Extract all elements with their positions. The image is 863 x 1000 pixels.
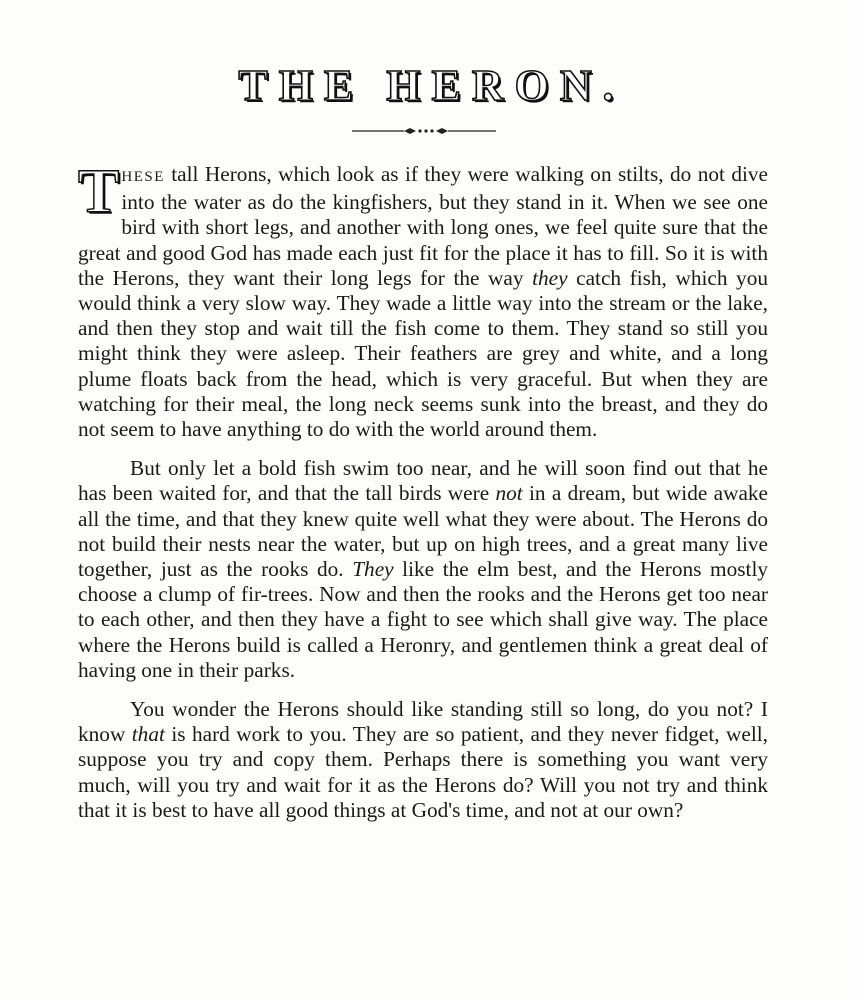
title-ornament-divider [352, 124, 496, 138]
paragraph-2-text-a: But only let a bold fish swim too near, and he will soon find out that he has been waited for, and that the tall birds were [78, 456, 768, 506]
paragraph-2-emphasis-1: not [495, 481, 523, 506]
paragraph-1-emphasis: they [532, 265, 568, 290]
paragraph-2-text-b: in a dream, but wide awake all the time, and that they knew quite well what they were about. The Herons do not build their nests near the water, but up on high trees, and a great many live together, just as the rooks do. [78, 481, 768, 582]
drop-cap: T [78, 158, 120, 226]
body-text [78, 158, 769, 823]
paragraph-3-emphasis: that [131, 722, 165, 747]
paragraph-2 [78, 456, 768, 683]
page-title: THE HERON. [238, 61, 625, 110]
paragraph-3-text-b: is hard work to you. They are so patient, and they never fidget, well, suppose you try and copy them. Perhaps there is something you want very much, will you try and wait for it as the Herons do? Will you not try and think that it is best to have all good things at God's time, and not at our own? [78, 722, 768, 822]
paragraph-2-text-c: like the elm best, and the Herons mostly choose a clump of fir-trees. Now and then the rooks and the Herons get too near to each other, and then they have a fight to see which shall give way. The place where the Herons build is called a Heronry, and gentlemen think a great deal of having one in their parks. [78, 557, 769, 682]
paragraph-2-emphasis-2: They [352, 557, 394, 582]
paragraph-1-text-a: tall Herons, which look as if they were walking on stilts, do not dive into the water as do the kingfishers, but they stand in it. When we see one bird with short legs, and another with long ones, we feel quite sure that the great and good God has made each just fit for the place it has to fill. So it is with the Herons, they want their long legs for the way [78, 162, 768, 290]
paragraph-1 [78, 158, 768, 442]
paragraph-3-text-a: You wonder the Herons should like standing still so long, do you not? I know [78, 697, 768, 747]
paragraph-1-text-b: catch fish, which you would think a very slow way. They wade a little way into the stream or the lake, and then they stop and wait till the fish come to them. They stand so still you might think they were asleep. Their feathers are grey and white, and a long plume floats back from the head, which is very graceful. But when they are watching for their meal, the long neck seems sunk into the breast, and they do not seem to have anything to do with the world around them. [78, 265, 768, 442]
small-caps-lead: HESE [121, 169, 165, 185]
paragraph-3 [78, 697, 768, 823]
